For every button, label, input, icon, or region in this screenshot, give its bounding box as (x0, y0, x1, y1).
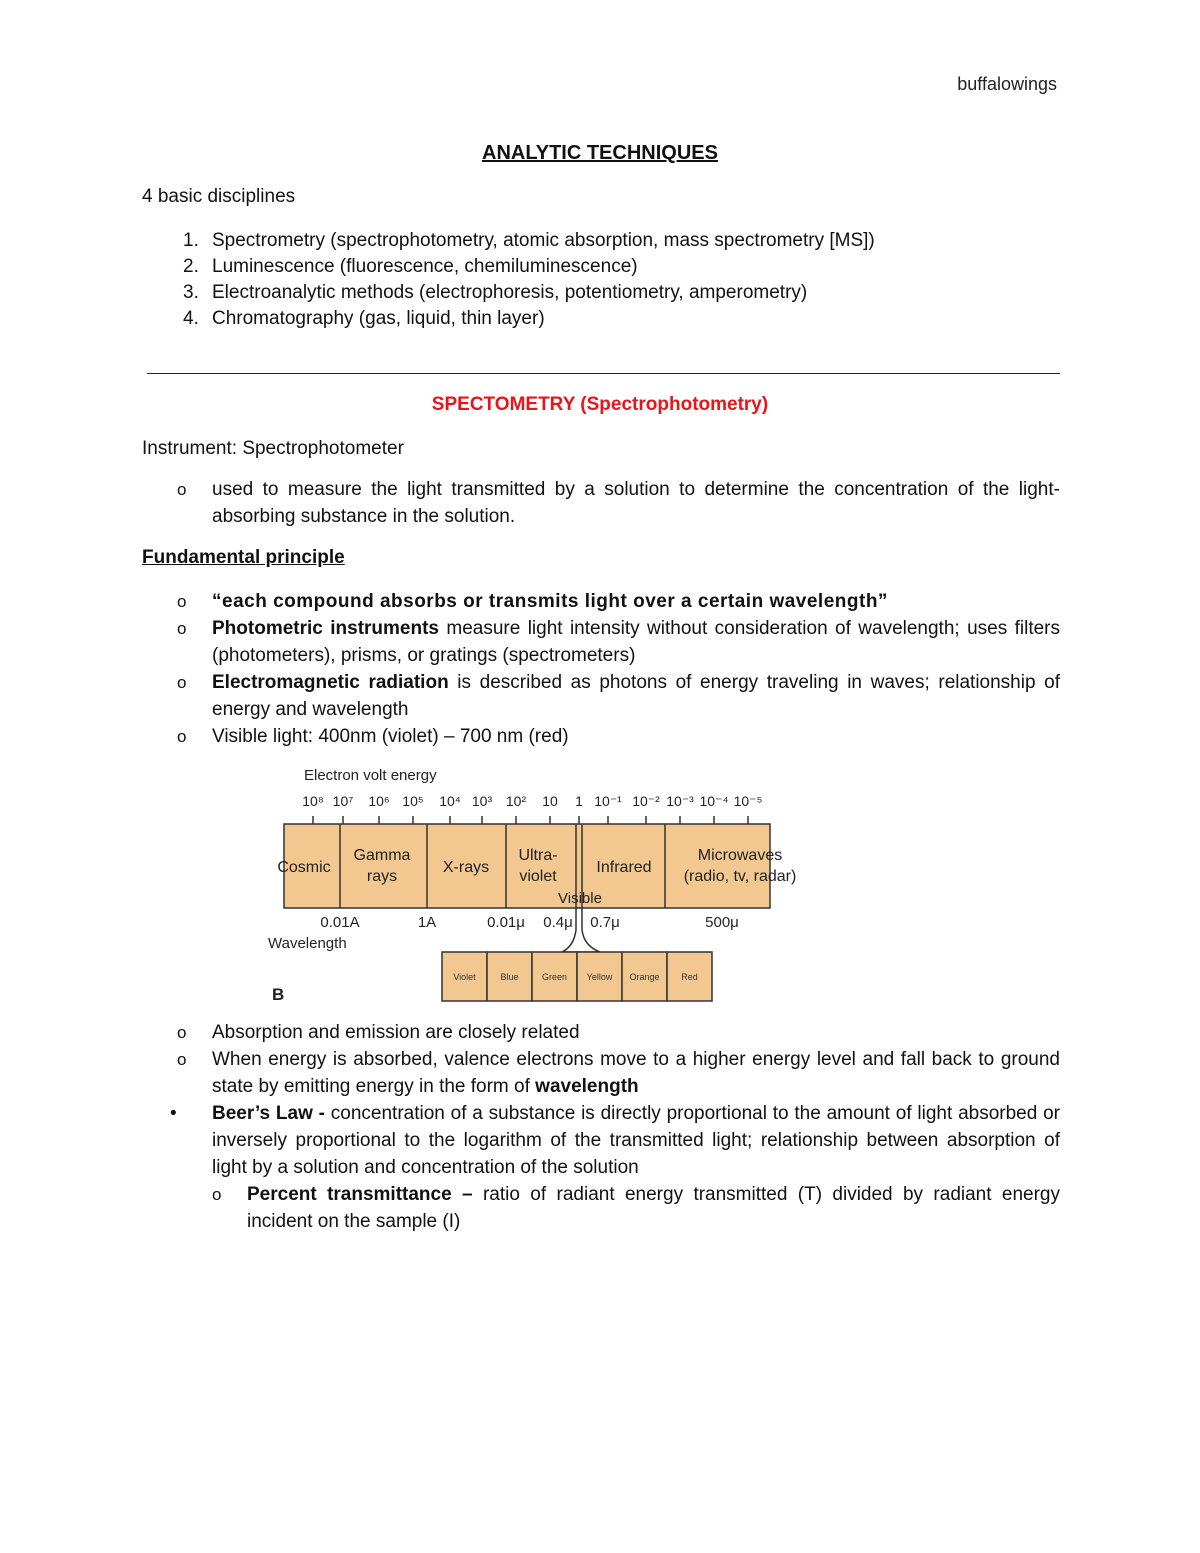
list-text: Spectrometry (spectrophotometry, atomic absorption, mass spectrometry [MS]) (212, 230, 875, 251)
energy-tick-label: 10³ (471, 793, 493, 809)
band-label: Gamma (353, 847, 411, 864)
bullet-dot: • (170, 1103, 177, 1124)
list-item (142, 228, 1060, 254)
absorption-text: Absorption and emission are closely related (212, 1022, 580, 1043)
energy-tick-label: 10⁻⁴ (699, 793, 729, 809)
energy-tick-label: 1 (575, 793, 583, 809)
principle-list (177, 588, 1061, 750)
list-number: 1. (183, 230, 199, 251)
wavelength-tick-label: 500μ (705, 914, 739, 931)
band-label: Infrared (596, 859, 652, 876)
band-label: violet (519, 868, 557, 885)
wavelength-ticks (320, 914, 738, 931)
energy-tick-label: 10⁻⁵ (733, 793, 763, 809)
spectrum-band-bar (284, 824, 770, 908)
list-item (142, 306, 1060, 332)
pt-text: ratio of radiant energy transmitted (T) divided by radiant energy incident on the sample (I) (247, 1184, 1060, 1232)
pt-term: Percent transmittance – (247, 1184, 483, 1205)
list-item (170, 1100, 1060, 1181)
bullet-marker: o (177, 1050, 187, 1069)
energy-tick-label: 10⁷ (332, 793, 354, 809)
list-item (177, 476, 1060, 530)
band-label: Cosmic (277, 859, 331, 876)
page-title: ANALYTIC TECHNIQUES (482, 142, 718, 164)
list-item (177, 615, 1060, 669)
energy-term: wavelength (535, 1076, 639, 1097)
absorption-list (177, 1019, 1060, 1100)
list-number: 3. (183, 282, 199, 303)
energy-tick-label: 10 (542, 793, 558, 809)
energy-ticks (302, 793, 762, 824)
energy-tick-label: 10⁸ (302, 793, 324, 809)
bullet-marker: o (177, 619, 187, 638)
list-item (142, 280, 1060, 306)
energy-tick-label: 10⁻² (632, 793, 660, 809)
band-label: rays (366, 868, 398, 885)
band-label: (radio, tv, radar) (683, 868, 797, 885)
energy-text: When energy is absorbed, valence electrons move to a higher energy level and fall back to ground state by emitting energy in the form of (212, 1049, 1060, 1097)
wavelength-tick-label: 0.01μ (487, 914, 525, 931)
author-header: buffalowings (957, 74, 1057, 94)
principle-quote: “each compound absorbs or transmits light over a certain wavelength” (212, 591, 888, 612)
instrument-description: used to measure the light transmitted by a solution to determine the concentration of the light-absorbing substance in the solution. (212, 479, 1060, 527)
photometric-text: measure light intensity without consideration of wavelength; uses filters (photometers), prisms, or gratings (spectrometers) (212, 618, 1060, 666)
section-title: SPECTOMETRY (Spectrophotometry) (431, 394, 769, 415)
list-item (212, 1181, 1060, 1235)
em-text: is described as photons of energy traveling in waves; relationship of energy and wavelength (212, 672, 1061, 720)
beers-term: Beer’s Law - (212, 1103, 331, 1124)
bullet-marker: o (177, 1023, 187, 1042)
em-term: Electromagnetic radiation (212, 672, 449, 693)
list-item (142, 254, 1060, 280)
energy-tick-label: 10⁴ (439, 793, 461, 809)
list-item (177, 588, 1060, 615)
intro-text: 4 basic disciplines (142, 186, 296, 207)
fundamental-heading: Fundamental principle (142, 547, 345, 568)
visible-light-text: Visible light: 400nm (violet) – 700 nm (red) (212, 726, 569, 747)
energy-tick-label: 10⁵ (402, 793, 424, 809)
bullet-marker: o (177, 673, 187, 692)
wavelength-tick-label: 0.01A (320, 914, 360, 931)
bullet-marker: o (177, 480, 187, 499)
list-text: Luminescence (fluorescence, chemiluminescence) (212, 256, 638, 277)
color-box-label: Blue (500, 972, 519, 982)
visible-color-boxes (442, 952, 712, 1001)
color-box-label: Red (681, 972, 698, 982)
band-label: X-rays (442, 859, 490, 876)
energy-label: Electron volt energy (304, 767, 437, 784)
bullet-marker: o (212, 1185, 222, 1204)
instrument-list (177, 476, 1060, 530)
photometric-term: Photometric instruments (212, 618, 439, 639)
bullet-marker: o (177, 727, 187, 746)
section-divider (147, 373, 1060, 374)
bullet-marker: o (177, 592, 187, 611)
instrument-label: Instrument: Spectrophotometer (142, 438, 404, 459)
visible-label: Visible (558, 890, 602, 907)
beers-law-list (170, 1100, 1060, 1235)
color-box-label: Orange (629, 972, 660, 982)
list-item (177, 669, 1061, 723)
color-box-label: Yellow (586, 972, 613, 982)
energy-tick-label: 10⁻³ (666, 793, 694, 809)
wavelength-tick-label: 1A (417, 914, 437, 931)
band-label: Microwaves (697, 847, 783, 864)
list-item (177, 1046, 1060, 1100)
wavelength-label: Wavelength (268, 935, 347, 952)
energy-tick-label: 10⁻¹ (594, 793, 622, 809)
color-box-label: Violet (453, 972, 476, 982)
disciplines-list (142, 228, 1060, 332)
list-number: 4. (183, 308, 199, 329)
list-text: Electroanalytic methods (electrophoresis, potentiometry, amperometry) (212, 282, 808, 303)
list-item (177, 1019, 1060, 1046)
list-number: 2. (183, 256, 199, 277)
list-text: Chromatography (gas, liquid, thin layer) (212, 308, 545, 329)
wavelength-tick-label: 0.4μ (543, 914, 573, 931)
energy-tick-label: 10² (505, 793, 527, 809)
spectrum-figure (262, 760, 822, 1010)
panel-label: B (272, 985, 285, 1004)
energy-tick-label: 10⁶ (368, 793, 390, 809)
wavelength-tick-label: 0.7μ (590, 914, 620, 931)
beers-text: concentration of a substance is directly proportional to the amount of light absorbed or inversely proportional to the logarithm of the transmitted light; relationship between absorption of light by a solution and concentration of the solution (212, 1103, 1060, 1178)
band-label: Ultra- (518, 847, 558, 864)
color-box-label: Green (541, 972, 568, 982)
list-item (177, 723, 1060, 750)
